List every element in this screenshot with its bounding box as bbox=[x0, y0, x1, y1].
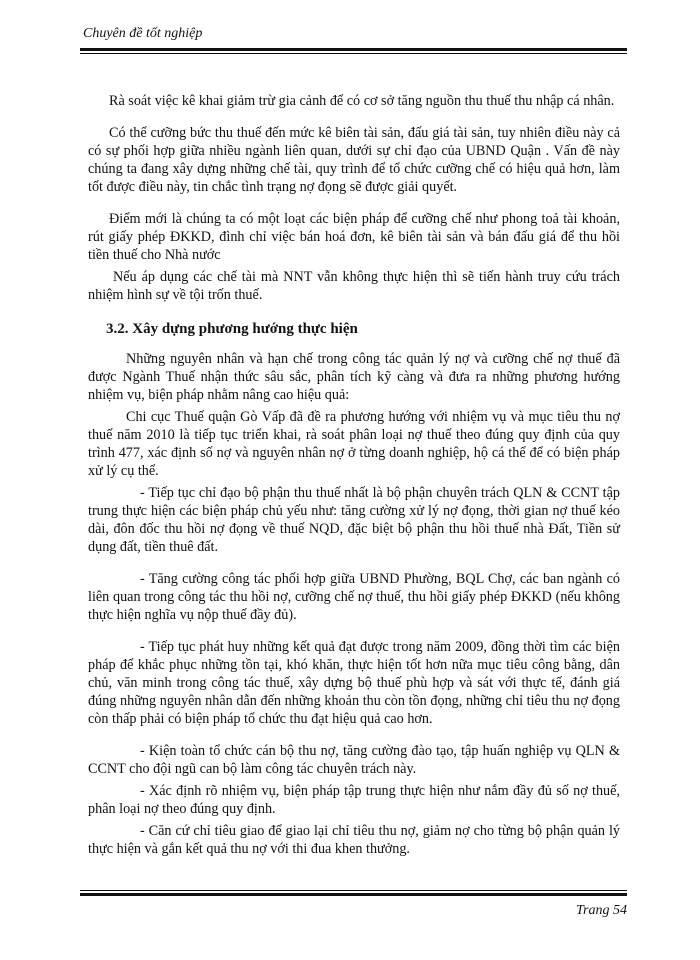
paragraph: Rà soát việc kê khai giảm trừ gia cảnh để có cơ sở tăng nguồn thu thuế thu nhập cá nhân. bbox=[109, 93, 615, 109]
list-item: - Tiếp tục phát huy những kết quả đạt được trong năm 2009, đồng thời tìm các biện pháp để khắc phục những tồn tại, khó khăn, thực hiện tốt hơn nữa mục tiêu công bằng, dân chủ, văn minh trong công tác thuế, xây dựng bộ thuế phù hợp và sát với thực tế, đánh giá đúng những nguyên nhân dẫn đến những khoản thu còn tồn đọng, những chỉ tiêu thu nợ đọng còn thấp phải có biện pháp tổ chức thu đạt hiệu quả cao hơn. bbox=[88, 639, 620, 727]
footer-rule-thin bbox=[80, 890, 627, 891]
list-item: - Kiện toàn tổ chức cán bộ thu nợ, tăng cường đào tạo, tập huấn nghiệp vụ QLN & CCNT cho đội ngũ can bộ làm công tác chuyên trách này. bbox=[88, 743, 620, 777]
section-heading: 3.2. Xây dựng phương hướng thực hiện bbox=[106, 321, 358, 337]
page-header-title: Chuyên đề tốt nghiệp bbox=[83, 26, 203, 41]
paragraph: Điểm mới là chúng ta có một loạt các biện pháp để cưỡng chế như phong toả tài khoản, rút giấy phép ĐKKD, đình chỉ việc bán hoá đơn, kê biên tài sản và bán đấu giá để thu hồi tiền thuế cho Nhà nước bbox=[88, 211, 620, 263]
paragraph: Chi cục Thuế quận Gò Vấp đã đề ra phương hướng với nhiệm vụ và mục tiêu thu nợ thuế năm 2010 là tiếp tục triển khai, rà soát phân loại nợ thuế theo đúng quy định của quy trình 477, xác định số nợ và nguyên nhân nợ ở từng doanh nghiệp, hộ cá thể để có biện pháp xử lý cụ thể. bbox=[88, 409, 620, 479]
page-number: Trang 54 bbox=[576, 903, 627, 918]
header-rule-thick bbox=[80, 48, 627, 51]
page-body bbox=[88, 92, 620, 872]
list-item: - Tiếp tục chỉ đạo bộ phận thu thuế nhất là bộ phận chuyên trách QLN & CCNT tập trung thực hiện các biện pháp chủ yếu như: tăng cường xử lý nợ đọng, thời gian nợ thuế kéo dài, đôn đốc thu hồi nợ đọng về thuế NQD, đặc biệt bộ phận thu hồi thuế nhà Đất, Tiền sử dụng đất, tiền thuê đất. bbox=[88, 485, 620, 555]
list-item: - Tăng cường công tác phối hợp giữa UBND Phường, BQL Chợ, các ban ngành có liên quan trong công tác thu hồi nợ, cưỡng chế nợ thuế, thu hồi giấy phép ĐKKD (nếu không thực hiện nghĩa vụ nộp thuế đầy đủ). bbox=[88, 571, 620, 623]
header-rule-thin bbox=[80, 53, 627, 54]
list-item: - Căn cứ chỉ tiêu giao để giao lại chỉ tiêu thu nợ, giảm nợ cho từng bộ phận quản lý thực hiện và gắn kết quả thu nợ với thi đua khen thưởng. bbox=[88, 823, 620, 857]
footer-rule-thick bbox=[80, 893, 627, 896]
paragraph: Nếu áp dụng các chế tài mà NNT vẫn không thực hiện thì sẽ tiến hành truy cứu trách nhiệm hình sự về tội trốn thuế. bbox=[88, 269, 620, 303]
list-item: - Xác định rõ nhiệm vụ, biện pháp tập trung thực hiện như nắm đầy đủ số nợ thuế, phân loại nợ theo đúng quy định. bbox=[88, 783, 620, 817]
paragraph: Những nguyên nhân và hạn chế trong công tác quản lý nợ và cưỡng chế nợ thuế đã được Ngành Thuế nhận thức sâu sắc, phân tích kỹ càng và đưa ra những phương hướng nhiệm vụ, biện pháp nhằm nâng cao hiệu quả: bbox=[88, 351, 620, 403]
paragraph: Có thể cưỡng bức thu thuế đến mức kê biên tài sản, đấu giá tài sản, tuy nhiên điều này cả có sự phối hợp giữa nhiều ngành liên quan, dưới sự chỉ đạo của UBND Quận . Vấn đề này chúng ta đang xây dựng những chế tài, quy trình để tổ chức cưỡng chế có hiệu quả hơn, làm tốt được điều này, tin chắc tình trạng nợ đọng sẽ được giải quyết. bbox=[88, 125, 620, 195]
